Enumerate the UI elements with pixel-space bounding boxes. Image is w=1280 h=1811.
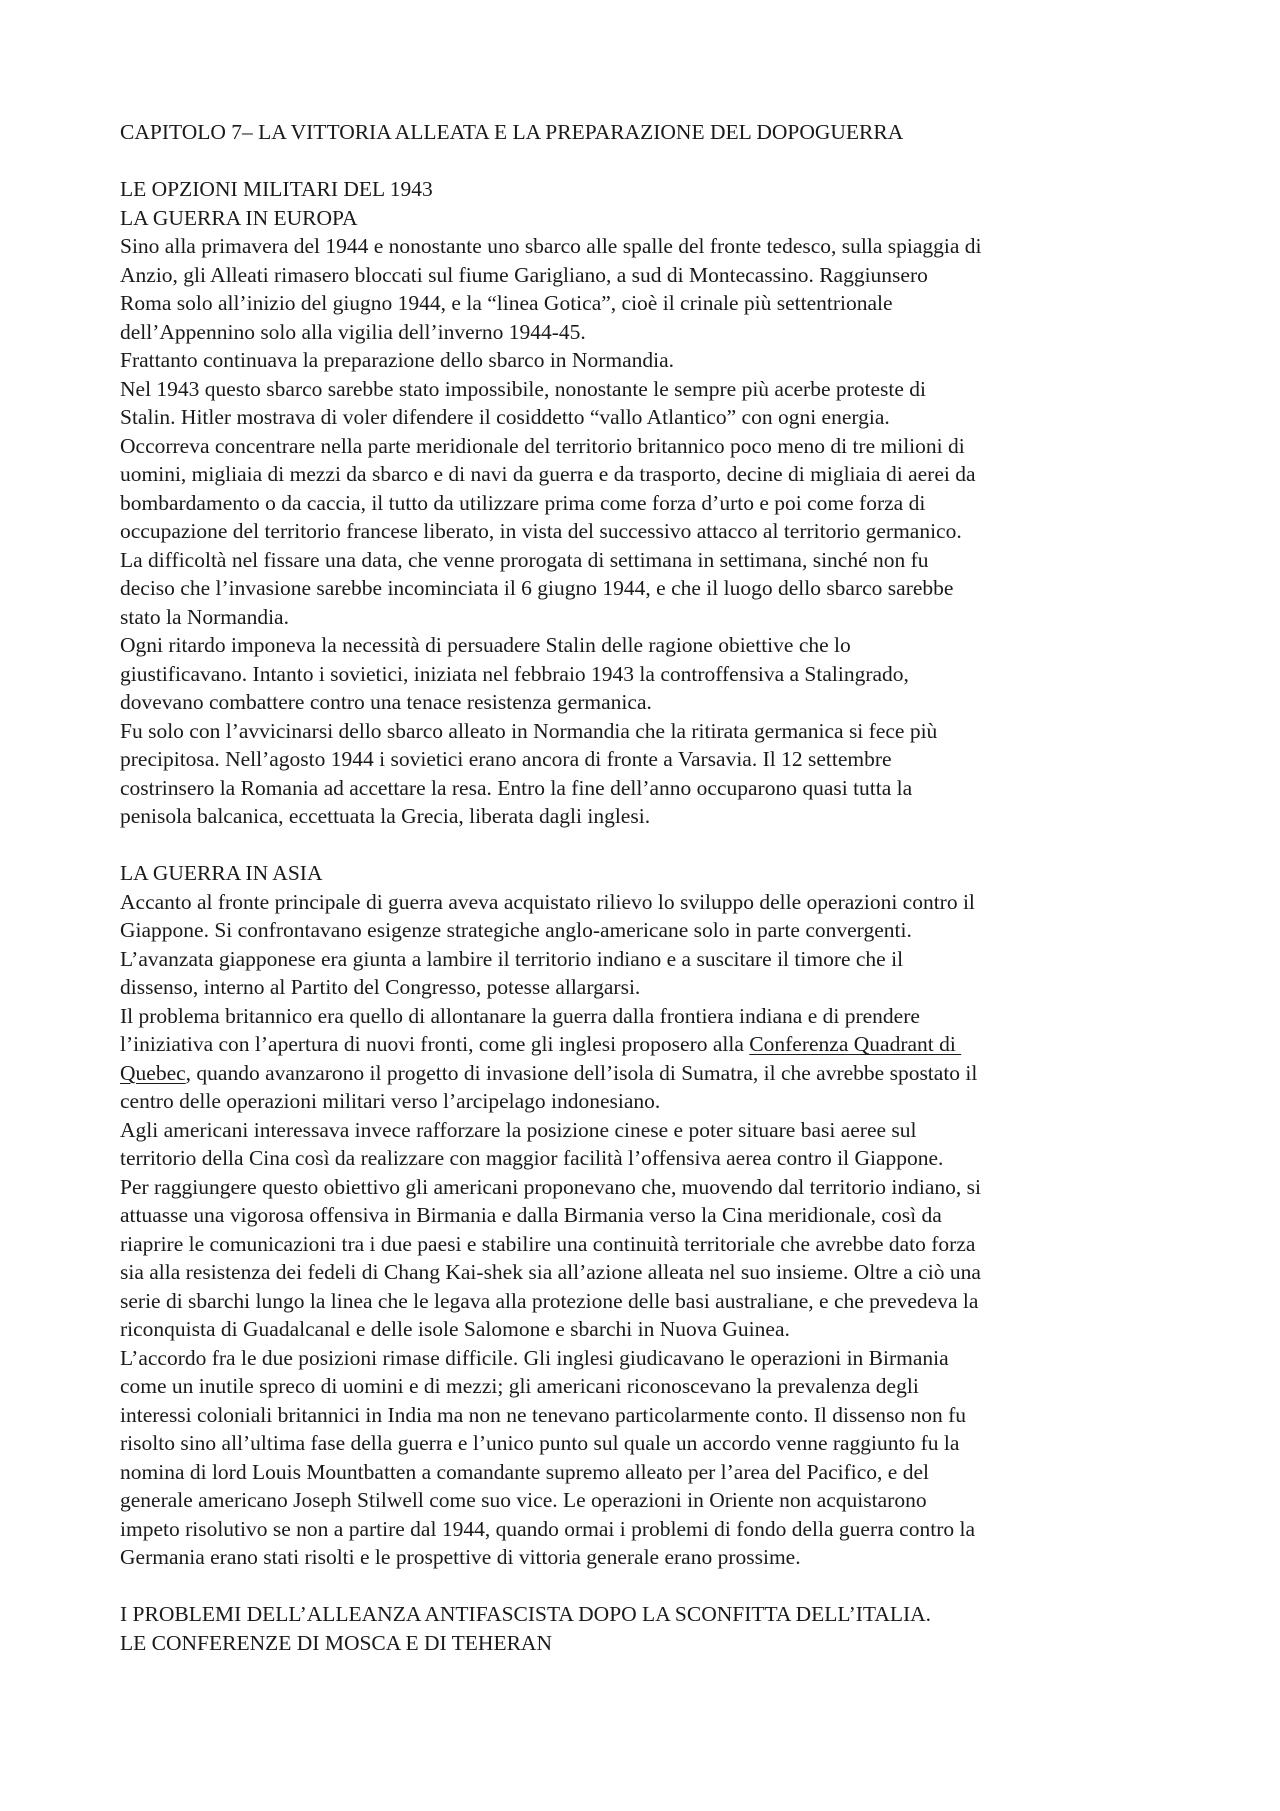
- text-line: Frattanto continuava la preparazione dello sbarco in Normandia.: [120, 348, 675, 372]
- text-fragment: l’iniziativa con l’apertura di nuovi fronti, come gli inglesi proposero alla: [120, 1032, 750, 1056]
- text-line: Anzio, gli Alleati rimasero bloccati sul fiume Garigliano, a sud di Montecassino. Raggiunsero: [120, 262, 928, 287]
- text-line: Accanto al fronte principale di guerra aveva acquistato rilievo lo sviluppo delle operazioni contro il: [120, 889, 975, 914]
- text-line: Fu solo con l’avvicinarsi dello sbarco alleato in Normandia che la ritirata germanica si fece più: [120, 718, 938, 743]
- section-subheading: LE CONFERENZE DI MOSCA E DI TEHERAN: [120, 1630, 552, 1655]
- text-line: L’avanzata giapponese era giunta a lambire il territorio indiano e a suscitare il timore che il: [120, 946, 904, 971]
- text-line: dell’Appennino solo alla vigilia dell’inverno 1944-45.: [120, 319, 586, 344]
- text-line: attuasse una vigorosa offensiva in Birmania e dalla Birmania verso la Cina meridionale, così da: [120, 1203, 942, 1227]
- text-line: Occorreva concentrare nella parte meridionale del territorio britannico poco meno di tre milioni di: [120, 433, 965, 458]
- text-line: giustificavano. Intanto i sovietici, iniziata nel febbraio 1943 la controffensiva a Stalingrado,: [120, 661, 909, 686]
- section-heading: LE OPZIONI MILITARI DEL 1943: [120, 177, 433, 201]
- text-line: territorio della Cina così da realizzare con maggior facilità l’offensiva aerea contro il Giappone.: [120, 1146, 944, 1170]
- spacer: [120, 831, 1170, 860]
- conference-quadrant-link[interactable]: Conferenza Quadrant di: [749, 1032, 962, 1056]
- text-line: deciso che l’invasione sarebbe incominciata il 6 giugno 1944, e che il luogo dello sbarco sarebbe: [120, 576, 954, 600]
- text-line: dissenso, interno al Partito del Congresso, potesse allargarsi.: [120, 975, 641, 999]
- spacer: [120, 147, 1170, 176]
- text-line: La difficoltà nel fissare una data, che venne prorogata di settimana in settimana, sinché non fu: [120, 547, 929, 572]
- text-line: generale americano Joseph Stilwell come suo vice. Le operazioni in Oriente non acquistarono: [120, 1488, 927, 1512]
- text-line: Stalin. Hitler mostrava di voler difendere il cosiddetto “vallo Atlantico” con ogni energia.: [120, 405, 890, 429]
- text-line: Roma solo all’inizio del giugno 1944, e la “linea Gotica”, cioè il crinale più settentrionale: [120, 291, 893, 315]
- text-line: sia alla resistenza dei fedeli di Chang Kai-shek sia all’azione alleata nel suo insieme. Oltre a ciò una: [120, 1260, 981, 1284]
- section-heading: I PROBLEMI DELL’ALLEANZA ANTIFASCISTA DOPO LA SCONFITTA DELL’ITALIA.: [120, 1602, 932, 1626]
- text-line: stato la Normandia.: [120, 604, 289, 629]
- text-line: Germania erano stati risolti e le prospettive di vittoria generale erano prossime.: [120, 1545, 801, 1569]
- text-line-with-link: [120, 1030, 1170, 1059]
- chapter-title: CAPITOLO 7– LA VITTORIA ALLEATA E LA PREPARAZIONE DEL DOPOGUERRA: [120, 120, 904, 144]
- text-line: Agli americani interessava invece rafforzare la posizione cinese e poter situare basi aeree sul: [120, 1117, 917, 1142]
- text-line: nomina di lord Louis Mountbatten a comandante supremo alleato per l’area del Pacifico, e del: [120, 1459, 929, 1484]
- text-line: Ogni ritardo imponeva la necessità di persuadere Stalin delle ragione obiettive che lo: [120, 633, 851, 657]
- text-line: riaprire le comunicazioni tra i due paesi e stabilire una continuità territoriale che avrebbe dato forza: [120, 1231, 976, 1256]
- text-line: interessi coloniali britannici in India ma non ne tenevano particolarmente conto. Il dissenso non fu: [120, 1402, 967, 1427]
- text-line: uomini, migliaia di mezzi da sbarco e di navi da guerra e da trasporto, decine di migliaia di aerei da: [120, 462, 976, 486]
- conference-quadrant-link-cont[interactable]: Quebec: [120, 1060, 186, 1085]
- section-subheading: LA GUERRA IN EUROPA: [120, 205, 358, 230]
- text-line: L’accordo fra le due posizioni rimase difficile. Gli inglesi giudicavano le operazioni in Birmania: [120, 1345, 949, 1370]
- text-line: precipitosa. Nell’agosto 1944 i sovietici erano ancora di fronte a Varsavia. Il 12 settembre: [120, 747, 892, 771]
- text-line: Per raggiungere questo obiettivo gli americani proponevano che, muovendo dal territorio indiano, si: [120, 1174, 981, 1199]
- text-line: Il problema britannico era quello di allontanare la guerra dalla frontiera indiana e di prendere: [120, 1003, 920, 1028]
- document-page: [120, 118, 1170, 1657]
- text-line: impeto risolutivo se non a partire dal 1944, quando ormai i problemi di fondo della guerra contro la: [120, 1516, 976, 1541]
- text-line: occupazione del territorio francese liberato, in vista del successivo attacco al territorio germanico.: [120, 519, 962, 543]
- text-fragment: , quando avanzarono il progetto di invasione dell’isola di Sumatra, il che avrebbe spostato il: [185, 1060, 978, 1085]
- text-line: risolto sino all’ultima fase della guerra e l’unico punto sul quale un accordo venne raggiunto fu la: [120, 1431, 960, 1455]
- text-line: costrinsero la Romania ad accettare la resa. Entro la fine dell’anno occuparono quasi tutta la: [120, 775, 913, 800]
- text-line: dovevano combattere contro una tenace resistenza germanica.: [120, 690, 652, 714]
- text-line: riconquista di Guadalcanal e delle isole Salomone e sbarchi in Nuova Guinea.: [120, 1317, 790, 1341]
- text-line: come un inutile spreco di uomini e di mezzi; gli americani riconoscevano la prevalenza degli: [120, 1374, 919, 1398]
- section2-body: [120, 888, 1170, 1572]
- text-line: bombardamento o da caccia, il tutto da utilizzare prima come forza d’urto e poi come forza di: [120, 490, 926, 515]
- text-line: penisola balcanica, eccettuata la Grecia, liberata dagli inglesi.: [120, 804, 651, 828]
- text-line: serie di sbarchi lungo la linea che le legava alla protezione delle basi australiane, e che prevedeva la: [120, 1288, 979, 1313]
- spacer: [120, 1572, 1170, 1601]
- text-line: centro delle operazioni militari verso l’arcipelago indonesiano.: [120, 1089, 661, 1113]
- section-heading: LA GUERRA IN ASIA: [120, 861, 323, 885]
- text-line: Sino alla primavera del 1944 e nonostante uno sbarco alle spalle del fronte tedesco, sulla spiaggia di: [120, 234, 982, 258]
- section1-body: [120, 232, 1170, 831]
- text-line: Nel 1943 questo sbarco sarebbe stato impossibile, nonostante le sempre più acerbe proteste di: [120, 376, 927, 401]
- text-line-with-link: [120, 1059, 1170, 1088]
- text-line: Giappone. Si confrontavano esigenze strategiche anglo-americane solo in parte convergenti.: [120, 918, 912, 942]
